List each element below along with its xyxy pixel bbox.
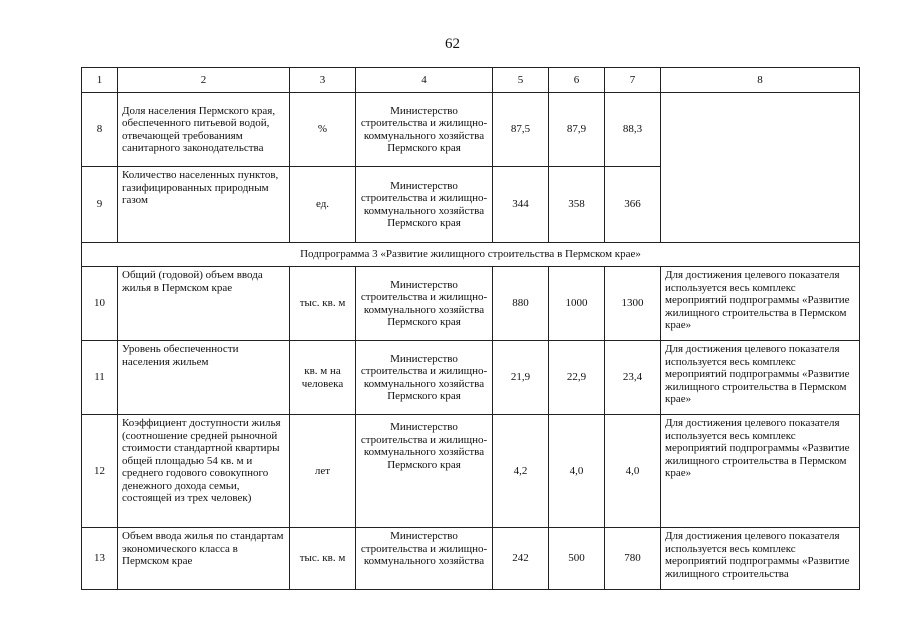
note-cell: Для достижения целевого показателя используется весь комплекс мероприятий подпрограммы «Развитие жилищного строительства в Пермском крае» — [661, 415, 860, 528]
page-number: 62 — [445, 36, 460, 52]
header-row — [82, 68, 860, 93]
header-cell: 1 — [82, 68, 118, 93]
value-cell: 366 — [605, 167, 661, 243]
header-cell: 2 — [118, 68, 290, 93]
indicator-name: Коэффициент доступности жилья (соотношение средней рыночной стоимости стандартной квартиры общей площадью 54 кв. м и среднего годового совокупного денежного дохода семьи, состоящей из трех человек) — [118, 415, 290, 528]
table-row — [82, 267, 860, 341]
executor-cell: Министерство строительства и жилищно-коммунального хозяйства Пермского края — [356, 415, 493, 528]
header-cell: 5 — [493, 68, 549, 93]
value-cell: 4,0 — [605, 415, 661, 528]
subprogram-row — [82, 243, 860, 267]
indicator-name: Объем ввода жилья по стандартам экономического класса в Пермском крае — [118, 528, 290, 590]
unit-cell: ед. — [290, 167, 356, 243]
note-cell: Для достижения целевого показателя используется весь комплекс мероприятий подпрограммы «Развитие жилищного строительства в Пермском крае» — [661, 267, 860, 341]
table-row — [82, 528, 860, 590]
value-cell: 1300 — [605, 267, 661, 341]
table-row — [82, 415, 860, 528]
indicators-table — [81, 67, 860, 590]
value-cell: 780 — [605, 528, 661, 590]
note-cell: Для достижения целевого показателя используется весь комплекс мероприятий подпрограммы «Развитие жилищного строительства в Пермском крае» — [661, 341, 860, 415]
unit-cell: тыс. кв. м — [290, 528, 356, 590]
header-cell: 7 — [605, 68, 661, 93]
executor-cell: Министерство строительства и жилищно-коммунального хозяйства Пермского края — [356, 93, 493, 167]
subprogram-title: Подпрограмма 3 «Развитие жилищного строительства в Пермском крае» — [82, 243, 860, 267]
row-number: 9 — [82, 167, 118, 243]
value-cell: 23,4 — [605, 341, 661, 415]
row-number: 13 — [82, 528, 118, 590]
executor-cell: Министерство строительства и жилищно-коммунального хозяйства Пермского края — [356, 267, 493, 341]
value-cell: 880 — [493, 267, 549, 341]
unit-cell: % — [290, 93, 356, 167]
value-cell: 22,9 — [549, 341, 605, 415]
indicator-name: Уровень обеспеченности населения жильем — [118, 341, 290, 415]
unit-cell: кв. м на человека — [290, 341, 356, 415]
indicator-name: Количество населенных пунктов, газифицированных природным газом — [118, 167, 290, 243]
row-number: 10 — [82, 267, 118, 341]
value-cell: 242 — [493, 528, 549, 590]
note-cell — [661, 93, 860, 243]
indicator-name: Общий (годовой) объем ввода жилья в Пермском крае — [118, 267, 290, 341]
header-cell: 6 — [549, 68, 605, 93]
value-cell: 21,9 — [493, 341, 549, 415]
value-cell: 358 — [549, 167, 605, 243]
value-cell: 87,5 — [493, 93, 549, 167]
row-number: 11 — [82, 341, 118, 415]
value-cell: 4,0 — [549, 415, 605, 528]
unit-cell: лет — [290, 415, 356, 528]
header-cell: 3 — [290, 68, 356, 93]
executor-cell: Министерство строительства и жилищно-коммунального хозяйства Пермского края — [356, 341, 493, 415]
header-cell: 4 — [356, 68, 493, 93]
row-number: 8 — [82, 93, 118, 167]
value-cell: 4,2 — [493, 415, 549, 528]
executor-cell: Министерство строительства и жилищно-коммунального хозяйства — [356, 528, 493, 590]
table-row — [82, 341, 860, 415]
note-cell: Для достижения целевого показателя используется весь комплекс мероприятий подпрограммы «Развитие жилищного строительства — [661, 528, 860, 590]
value-cell: 87,9 — [549, 93, 605, 167]
value-cell: 344 — [493, 167, 549, 243]
table-row — [82, 93, 860, 167]
row-number: 12 — [82, 415, 118, 528]
header-cell: 8 — [661, 68, 860, 93]
executor-cell: Министерство строительства и жилищно-коммунального хозяйства Пермского края — [356, 167, 493, 243]
unit-cell: тыс. кв. м — [290, 267, 356, 341]
indicator-name: Доля населения Пермского края, обеспеченного питьевой водой, отвечающей требованиям санитарного законодательства — [118, 93, 290, 167]
value-cell: 88,3 — [605, 93, 661, 167]
value-cell: 500 — [549, 528, 605, 590]
value-cell: 1000 — [549, 267, 605, 341]
